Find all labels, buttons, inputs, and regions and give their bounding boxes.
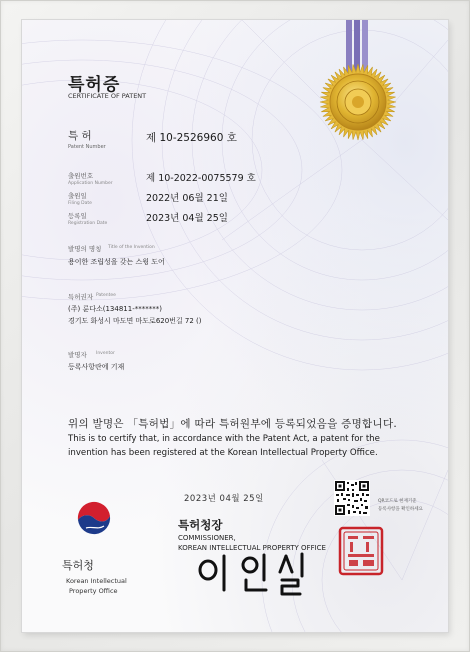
- organization-english-line2: Property Office: [69, 587, 118, 595]
- declaration-english-line1: This is to certify that, in accordance with the Patent Act, a patent for the: [68, 434, 380, 444]
- patent-number-label: 특 허: [68, 130, 92, 142]
- registration-date-value: 2023년 04월 25일: [146, 213, 228, 224]
- commissioner-signature: [194, 550, 324, 598]
- inventor-label-english: Inventor: [96, 351, 115, 356]
- patentee-label-english: Patentee: [96, 293, 116, 298]
- invention-title-label: 발명의 명칭: [68, 245, 102, 253]
- patentee-label: 특허권자: [68, 293, 94, 301]
- official-red-stamp: [338, 526, 384, 576]
- qr-code[interactable]: [334, 480, 370, 516]
- filing-date-value: 2022년 06월 21일: [146, 193, 228, 204]
- patentee-address: 경기도 화성시 마도면 마도로620번길 72 (): [68, 317, 202, 325]
- organization-name: 특허청: [62, 559, 94, 572]
- issuer-english-line2: KOREAN INTELLECTUAL PROPERTY OFFICE: [178, 544, 326, 552]
- qr-note-line1: QR코드로 현재기준: [378, 499, 417, 504]
- certificate-title-english: CERTIFICATE OF PATENT: [68, 92, 147, 100]
- patentee-name: (주) 룬다소(134811-*******): [68, 305, 162, 313]
- invention-title-value: 용이한 조립성을 갖는 스윙 도어: [68, 258, 165, 266]
- gold-seal-icon: [310, 54, 406, 150]
- inventor-value: 등록사항란에 기재: [68, 363, 125, 371]
- issuer-title: 특허청장: [178, 518, 223, 532]
- application-number-value: 제 10-2022-0075579 호: [146, 173, 256, 184]
- declaration-korean: 위의 발명은 「특허법」에 따라 특허원부에 등록되었음을 증명합니다.: [68, 418, 398, 430]
- application-number-label: 출원번호: [68, 172, 94, 180]
- qr-note-line2: 등록사항을 확인하세요: [378, 507, 423, 512]
- organization-english-line1: Korean Intellectual: [66, 577, 127, 585]
- registration-date-label: 등록일: [68, 212, 87, 220]
- filing-date-label-english: Filing Date: [68, 201, 92, 206]
- filing-date-label: 출원일: [68, 192, 87, 200]
- patent-number-label-english: Patent Number: [68, 144, 106, 150]
- issue-date: 2023년 04월 25일: [184, 494, 264, 504]
- certificate-title: 특허증: [68, 75, 121, 95]
- registration-date-label-english: Registration Date: [68, 221, 108, 226]
- certificate-document: [22, 20, 448, 632]
- inventor-label: 발명자: [68, 351, 87, 359]
- declaration-english-line2: invention has been registered at the Korean Intellectual Property Office.: [68, 448, 378, 458]
- invention-title-label-english: Title of the Invention: [108, 245, 155, 250]
- kipo-emblem-icon: [72, 498, 116, 542]
- patent-number-value: 제 10-2526960 호: [146, 132, 237, 144]
- application-number-label-english: Application Number: [68, 181, 113, 186]
- issuer-english-line1: COMMISSIONER,: [178, 534, 236, 542]
